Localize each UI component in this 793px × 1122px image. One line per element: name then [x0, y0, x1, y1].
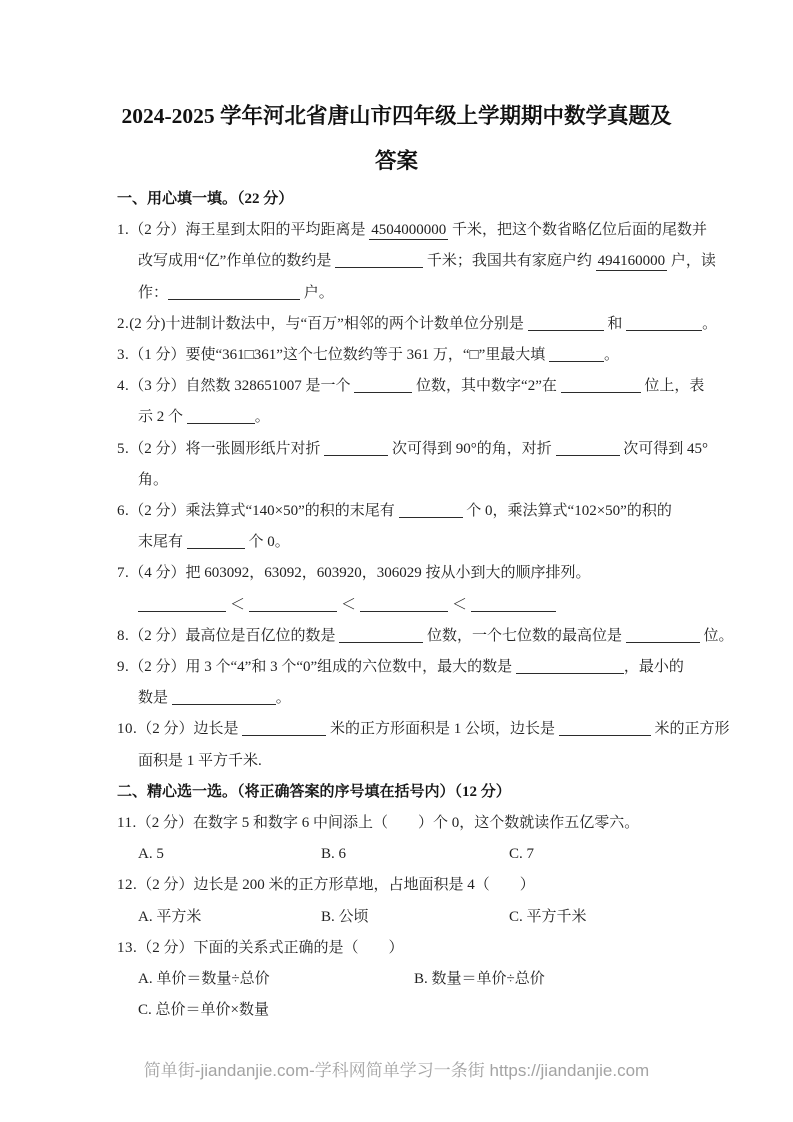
question-text: 。 [254, 409, 270, 426]
question-points: (2 分) [129, 315, 166, 332]
less-than-separator: ＜ [452, 596, 468, 613]
question-text: 位数，一个七位数的最高位是 [423, 627, 626, 644]
question-points: （2 分） [129, 503, 186, 520]
question [117, 933, 743, 1027]
question-number: 11. [117, 815, 137, 832]
question-points: （2 分） [129, 627, 186, 644]
blank-line [168, 286, 300, 300]
question-text: 边长是 [193, 721, 243, 738]
question [117, 340, 743, 371]
blank-line [242, 722, 326, 736]
option: C. 平方千米 [509, 908, 587, 925]
question-text: 海王星到太阳的平均距离是 [185, 222, 370, 239]
section-heading: 二、精心选一选。（将正确答案的序号填在括号内）（12 分） [117, 783, 511, 800]
question-text: 最高位是百亿位的数是 [185, 627, 340, 644]
question-points: （2 分） [136, 815, 193, 832]
question-number: 8. [117, 627, 130, 644]
blank-line [324, 442, 388, 456]
blank-line [399, 504, 463, 518]
option: A. 平方米 [138, 908, 202, 925]
question-text: 将一张圆形纸片对折 [185, 440, 325, 457]
question-points: （2 分） [137, 721, 194, 738]
question [117, 496, 743, 558]
question-text: 要使“361□361”这个七位数约等于 361 万，“□”里最大填 [185, 347, 550, 364]
question-text: 数是 [138, 690, 172, 707]
question-text: 十进制计数法中，与“百万”相邻的两个计数单位分别是 [165, 315, 528, 332]
question-text: 千米；我国共有家庭户约 [423, 253, 596, 270]
question-text: 和 [603, 315, 627, 332]
underlined-value: 4504000000 [371, 222, 447, 239]
question [117, 309, 743, 340]
title-line-2: 答案 [374, 149, 418, 173]
option: B. 数量＝单价÷总价 [414, 971, 545, 988]
question-text: 户。 [300, 284, 334, 301]
blank-line [528, 317, 604, 331]
question-text: 改写成用“亿”作单位的数约是 [138, 253, 336, 270]
question-text: 位上，表 [640, 378, 705, 395]
question [117, 714, 743, 776]
question-number: 9. [117, 659, 130, 676]
blank-line [138, 598, 226, 612]
blank-line [556, 442, 620, 456]
question-points: （2 分） [137, 939, 194, 956]
question [117, 215, 743, 309]
options-row [138, 902, 743, 933]
less-than-separator: ＜ [230, 596, 246, 613]
blank-line [172, 691, 276, 705]
blank-line [187, 535, 245, 549]
question [117, 371, 743, 433]
question [117, 558, 743, 620]
question [117, 870, 743, 932]
question-text: 米的正方形 [650, 721, 730, 738]
options-row [138, 964, 743, 995]
title-line-1: 2024-2025 学年河北省唐山市四年级上学期期中数学真题及 [121, 104, 672, 128]
question-points: （2 分） [129, 440, 186, 457]
question-text: 面积是 1 平方千米. [138, 752, 262, 769]
question-text: 自然数 328651007 是一个 [185, 378, 355, 395]
question-text: 边长是 200 米的正方形草地，占地面积是 4（ ） [193, 877, 535, 894]
blank-line [516, 660, 624, 674]
question-points: （2 分） [129, 659, 186, 676]
question-text: 米的正方形面积是 1 公顷，边长是 [326, 721, 559, 738]
question-text: 。 [702, 315, 718, 332]
question-text: 把 603092，63092，603920，306029 按从小到大的顺序排列。 [185, 565, 591, 582]
option: A. 5 [138, 846, 164, 863]
question-text: 位数，其中数字“2”在 [412, 378, 561, 395]
ordering-line [138, 590, 743, 621]
question-text: 位。 [699, 627, 734, 644]
question [117, 652, 743, 714]
option: C. 总价＝单价×数量 [138, 1002, 269, 1019]
blank-line [339, 629, 423, 643]
blank-line [187, 410, 255, 424]
sections-container [117, 184, 743, 1026]
question [117, 434, 743, 496]
question-text: 次可得到 90°的角，对折 [388, 440, 556, 457]
question-number: 4. [117, 378, 130, 395]
option: B. 6 [321, 846, 347, 863]
question-text: 角。 [138, 471, 169, 488]
less-than-separator: ＜ [341, 596, 357, 613]
question-text: 末尾有 [138, 534, 187, 551]
question-text: 户，读 [667, 253, 716, 270]
options-row [138, 839, 743, 870]
options-row [138, 995, 743, 1026]
question-number: 10. [117, 721, 138, 738]
question-text: 千米，把这个数省略亿位后面的尾数并 [448, 222, 708, 239]
question-text: 。 [275, 690, 291, 707]
blank-line [471, 598, 556, 612]
question-text: 个 0。 [244, 534, 290, 551]
option: C. 7 [509, 846, 535, 863]
question-number: 3. [117, 347, 130, 364]
question-number: 2. [117, 315, 130, 332]
question [117, 808, 743, 870]
blank-line [360, 598, 448, 612]
blank-line [549, 348, 604, 362]
question-number: 5. [117, 440, 130, 457]
blank-line [626, 317, 702, 331]
question-points: （2 分） [129, 222, 186, 239]
question-text: 乘法算式“140×50”的积的末尾有 [185, 503, 399, 520]
question-text: 。 [604, 347, 620, 364]
blank-line [335, 254, 423, 268]
question-number: 12. [117, 877, 138, 894]
question-number: 1. [117, 222, 130, 239]
question-number: 6. [117, 503, 130, 520]
section-heading: 一、用心填一填。（22 分） [117, 191, 294, 207]
question-text: ，最小的 [623, 659, 684, 676]
question-points: （4 分） [129, 565, 186, 582]
question-text: 示 2 个 [138, 409, 187, 426]
question-number: 7. [117, 565, 130, 582]
question-text: 下面的关系式正确的是（ ） [193, 939, 404, 956]
question-points: （2 分） [137, 877, 194, 894]
blank-line [626, 629, 700, 643]
page-title [0, 0, 793, 184]
blank-line [249, 598, 337, 612]
blank-line [559, 722, 651, 736]
question-text: 作： [138, 284, 169, 301]
underlined-value: 494160000 [597, 253, 666, 270]
question-text: 个 0，乘法算式“102×50”的积的 [462, 503, 672, 520]
footer-watermark: 简单街-jiandanjie.com-学科网简单学习一条街 https://jiandanjie.com [143, 1061, 650, 1080]
question-text: 次可得到 45° [619, 440, 709, 457]
question-text: 在数字 5 和数字 6 中间添上（ ）个 0，这个数就读作五亿零六。 [192, 815, 640, 832]
question-points: （3 分） [129, 378, 186, 395]
question [117, 621, 743, 652]
blank-line [561, 379, 641, 393]
option: B. 公顷 [321, 908, 369, 925]
question-points: （1 分） [129, 347, 186, 364]
question-text: 用 3 个“4”和 3 个“0”组成的六位数中，最大的数是 [185, 659, 516, 676]
option: A. 单价＝数量÷总价 [138, 971, 270, 988]
blank-line [354, 379, 412, 393]
question-number: 13. [117, 939, 138, 956]
